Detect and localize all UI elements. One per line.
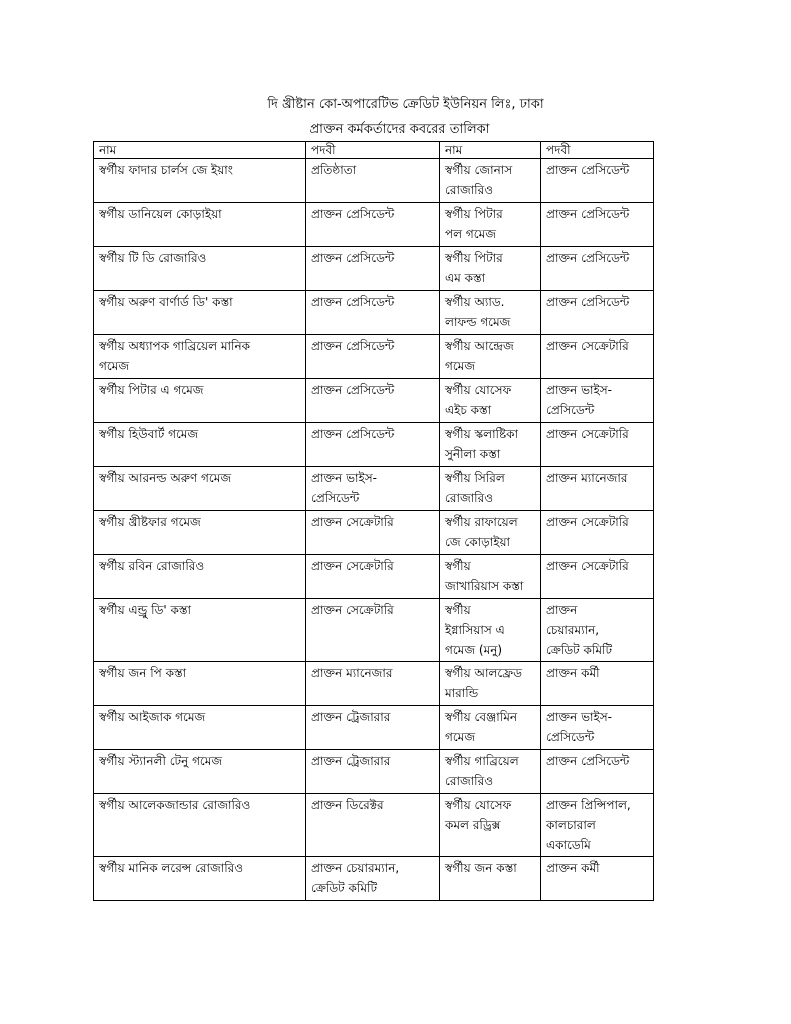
table-cell	[306, 511, 440, 555]
cell-text: প্রাক্তন সেক্রেটারি	[311, 603, 394, 617]
table-cell	[440, 379, 541, 423]
table-cell	[440, 159, 541, 203]
table-row	[94, 555, 654, 599]
table-row	[94, 159, 654, 203]
header-cell	[306, 142, 440, 159]
cell-text: স্বর্গীয় সিরিল রোজারিও	[445, 471, 505, 505]
table-cell	[541, 794, 654, 857]
table-header-row	[94, 142, 654, 159]
cell-text: প্রাক্তন প্রেসিডেন্ট	[546, 163, 630, 177]
table-row	[94, 599, 654, 662]
cell-text: প্রাক্তন প্রেসিডেন্ট	[546, 207, 630, 221]
table-row	[94, 662, 654, 706]
cell-text: প্রাক্তন চেয়ারম্যান, ক্রেডিট কমিটি	[311, 861, 400, 895]
table-cell	[541, 203, 654, 247]
officers-table	[93, 141, 654, 901]
table-row	[94, 794, 654, 857]
table-cell	[306, 599, 440, 662]
header-post-1: পদবী	[311, 143, 336, 157]
table-cell	[440, 555, 541, 599]
table-cell	[94, 511, 306, 555]
cell-text: স্বর্গীয় গাব্রিয়েল রোজারিও	[445, 754, 519, 788]
cell-text: প্রাক্তন প্রেসিডেন্ট	[546, 295, 630, 309]
table-cell	[541, 857, 654, 901]
table-cell	[94, 599, 306, 662]
table-cell	[541, 750, 654, 794]
table-cell	[94, 467, 306, 511]
table-cell	[440, 750, 541, 794]
table-cell	[440, 511, 541, 555]
header-name-2: নাম	[445, 143, 463, 157]
cell-text: প্রাক্তন ট্রেজারার	[311, 710, 391, 724]
cell-text: স্বর্গীয় আন্দ্রেজ গমেজ	[445, 339, 514, 373]
cell-text: প্রাক্তন চেয়ারম্যান, ক্রেডিট কমিটি	[546, 603, 612, 657]
table-row	[94, 335, 654, 379]
table-cell	[306, 291, 440, 335]
cell-text: স্বর্গীয় যোসেফ কমল রড্রিক্স	[445, 798, 512, 832]
cell-text: প্রাক্তন প্রেসিডেন্ট	[311, 339, 395, 353]
cell-text: প্রাক্তন সেক্রেটারি	[546, 339, 629, 353]
cell-text: স্বর্গীয় পিটার এ গমেজ	[99, 383, 204, 397]
cell-text: স্বর্গীয় যোসেফ এইচ কস্তা	[445, 383, 512, 417]
cell-text: স্বর্গীয় আলেকজান্ডার রোজারিও	[99, 798, 251, 812]
table-cell	[541, 555, 654, 599]
cell-text: প্রাক্তন প্রেসিডেন্ট	[546, 251, 630, 265]
table-cell	[541, 291, 654, 335]
cell-text: প্রাক্তন প্রেসিডেন্ট	[311, 207, 395, 221]
table-cell	[541, 335, 654, 379]
table-cell	[440, 467, 541, 511]
cell-text: প্রাক্তন কর্মী	[546, 666, 600, 680]
cell-text: স্বর্গীয় এন্ড্রু ডি' কস্তা	[99, 603, 192, 617]
cell-text: স্বর্গীয় অ্যাড. লাফল্ড গমেজ	[445, 295, 511, 329]
cell-text: প্রাক্তন সেক্রেটারি	[311, 515, 394, 529]
table-row	[94, 291, 654, 335]
cell-text: স্বর্গীয় জাখারিয়াস কস্তা	[445, 559, 524, 593]
table-cell	[440, 599, 541, 662]
table-cell	[541, 423, 654, 467]
table-cell	[94, 291, 306, 335]
cell-text: প্রাক্তন ম্যানেজার	[311, 666, 393, 680]
table-cell	[440, 662, 541, 706]
cell-text: স্বর্গীয় ইগ্নাসিয়াস এ গমেজ (মনু)	[445, 603, 505, 657]
table-cell	[440, 706, 541, 750]
table-row	[94, 379, 654, 423]
table-cell	[94, 379, 306, 423]
table-cell	[306, 379, 440, 423]
cell-text: প্রতিষ্ঠাতা	[311, 163, 357, 177]
table-cell	[440, 335, 541, 379]
cell-text: স্বর্গীয় বেঞ্জামিন গমেজ	[445, 710, 518, 744]
document-subtitle: প্রাক্তন কর্মকর্তাদের কবরের তালিকা	[309, 122, 490, 137]
table-cell	[94, 662, 306, 706]
cell-text: প্রাক্তন ম্যানেজার	[546, 471, 628, 485]
cell-text: প্রাক্তন প্রেসিডেন্ট	[311, 383, 395, 397]
table-cell	[306, 662, 440, 706]
header-cell	[541, 142, 654, 159]
cell-text: স্বর্গীয় স্ট্যানলী টেনু গমেজ	[99, 754, 223, 768]
cell-text: স্বর্গীয় ফাদার চার্লস জে ইয়াং	[99, 163, 233, 177]
cell-text: প্রাক্তন সেক্রেটারি	[546, 427, 629, 441]
table-cell	[440, 291, 541, 335]
table-cell	[440, 794, 541, 857]
table-cell	[94, 335, 306, 379]
table-cell	[94, 247, 306, 291]
table-cell	[94, 750, 306, 794]
cell-text: প্রাক্তন কর্মী	[546, 861, 600, 875]
cell-text: প্রাক্তন ভাইস- প্রেসিডেন্ট	[546, 710, 612, 744]
cell-text: স্বর্গীয় আরনল্ড অরুণ গমেজ	[99, 471, 232, 485]
document-title: দি খ্রীষ্টান কো-অপারেটিভ ক্রেডিট ইউনিয়ন লিঃ, ঢাকা	[267, 97, 544, 112]
table-cell	[306, 750, 440, 794]
cell-text: স্বর্গীয় জন কস্তা	[445, 861, 517, 875]
table-cell	[541, 511, 654, 555]
table-cell	[306, 794, 440, 857]
table-cell	[94, 857, 306, 901]
table-cell	[306, 857, 440, 901]
table-cell	[306, 247, 440, 291]
table-cell	[440, 857, 541, 901]
cell-text: স্বর্গীয় ডানিয়েল কোড়াইয়া	[99, 207, 222, 221]
table-cell	[306, 423, 440, 467]
cell-text: প্রাক্তন ভাইস- প্রেসিডেন্ট	[311, 471, 377, 505]
table-cell	[306, 335, 440, 379]
cell-text: স্বর্গীয় টি ডি রোজারিও	[99, 251, 207, 265]
cell-text: প্রাক্তন প্রেসিডেন্ট	[311, 295, 395, 309]
table-row	[94, 467, 654, 511]
cell-text: স্বর্গীয় আইজাক গমেজ	[99, 710, 206, 724]
cell-text: স্বর্গীয় পিটার পল গমেজ	[445, 207, 503, 241]
table-cell	[541, 599, 654, 662]
cell-text: স্বর্গীয় অধ্যাপক গাব্রিয়েল মানিক গমেজ	[99, 339, 251, 373]
header-cell	[94, 142, 306, 159]
cell-text: প্রাক্তন প্রেসিডেন্ট	[546, 754, 630, 768]
cell-text: স্বর্গীয় স্কলাষ্টিকা সুনীলা কস্তা	[445, 427, 519, 461]
cell-text: প্রাক্তন সেক্রেটারি	[546, 515, 629, 529]
table-cell	[306, 555, 440, 599]
cell-text: প্রাক্তন ট্রেজারার	[311, 754, 391, 768]
cell-text: স্বর্গীয় রাফায়েল জে কোড়াইয়া	[445, 515, 518, 549]
table-cell	[440, 203, 541, 247]
table-cell	[541, 379, 654, 423]
table-cell	[541, 247, 654, 291]
table-cell	[94, 555, 306, 599]
table-cell	[541, 662, 654, 706]
cell-text: স্বর্গীয় আলফ্রেড মারান্ডি	[445, 666, 522, 700]
table-cell	[306, 203, 440, 247]
header-name-1: নাম	[99, 143, 117, 157]
table-cell	[440, 247, 541, 291]
table-row	[94, 706, 654, 750]
table-cell	[541, 159, 654, 203]
cell-text: প্রাক্তন প্রেসিডেন্ট	[311, 427, 395, 441]
header-post-2: পদবী	[546, 143, 571, 157]
cell-text: স্বর্গীয় খ্রীষ্টফার গমেজ	[99, 515, 201, 529]
table-cell	[94, 203, 306, 247]
table-cell	[541, 706, 654, 750]
cell-text: স্বর্গীয় পিটার এম কস্তা	[445, 251, 503, 285]
cell-text: প্রাক্তন ডিরেক্টর	[311, 798, 384, 812]
cell-text: প্রাক্তন ভাইস- প্রেসিডেন্ট	[546, 383, 612, 417]
cell-text: স্বর্গীয় মানিক লরেন্স রোজারিও	[99, 861, 244, 875]
table-cell	[306, 159, 440, 203]
cell-text: প্রাক্তন প্রেসিডেন্ট	[311, 251, 395, 265]
table-cell	[440, 423, 541, 467]
table-cell	[94, 794, 306, 857]
header-cell	[440, 142, 541, 159]
cell-text: প্রাক্তন সেক্রেটারি	[546, 559, 629, 573]
cell-text: প্রাক্তন সেক্রেটারি	[311, 559, 394, 573]
cell-text: প্রাক্তন প্রিন্সিপাল, কালচারাল একাডেমি	[546, 798, 631, 852]
table-row	[94, 423, 654, 467]
table-cell	[94, 159, 306, 203]
table-cell	[306, 706, 440, 750]
table-cell	[306, 467, 440, 511]
table-row	[94, 857, 654, 901]
table-row	[94, 511, 654, 555]
cell-text: স্বর্গীয় জোনাস রোজারিও	[445, 163, 513, 197]
table-cell	[94, 423, 306, 467]
cell-text: স্বর্গীয় রবিন রোজারিও	[99, 559, 205, 573]
cell-text: স্বর্গীয় অরুণ বার্ণার্ড ডি' কস্তা	[99, 295, 233, 309]
cell-text: স্বর্গীয় জন পি কস্তা	[99, 666, 187, 680]
cell-text: স্বর্গীয় হিউবার্ট গমেজ	[99, 427, 199, 441]
table-row	[94, 247, 654, 291]
table-cell	[94, 706, 306, 750]
table-row	[94, 203, 654, 247]
table-cell	[541, 467, 654, 511]
table-row	[94, 750, 654, 794]
